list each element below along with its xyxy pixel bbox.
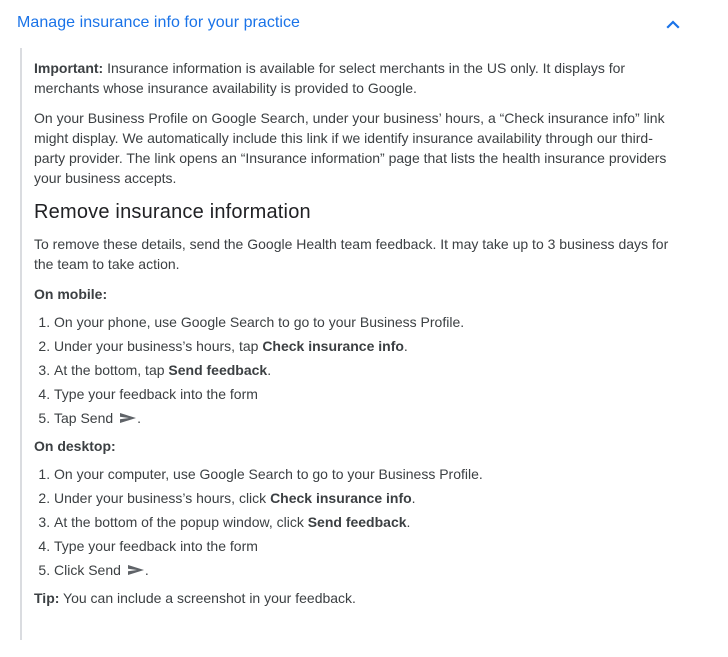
tip-label: Tip:	[34, 590, 60, 606]
important-notice	[34, 58, 680, 98]
chevron-up-icon[interactable]	[664, 15, 682, 33]
accordion-title[interactable]: Manage insurance info for your practice	[17, 14, 300, 31]
mobile-steps-list	[34, 312, 680, 428]
list-item	[54, 408, 680, 428]
accordion-header[interactable]	[0, 0, 728, 48]
desktop-label: On desktop:	[34, 438, 116, 454]
list-item	[54, 336, 680, 356]
mobile-step-3-end: .	[267, 362, 272, 378]
insurance-description: On your Business Profile on Google Search, under your business’ hours, a “Check insurance info” link might display. We automatically include this link if we identify insurance availability through our third-party provider. The link opens an “Insurance information” page that lists the health insurance providers your business accepts.	[34, 110, 667, 186]
desktop-step-4: Type your feedback into the form	[54, 538, 258, 554]
desktop-step-3-text: At the bottom of the popup window, click	[54, 514, 308, 530]
list-item	[54, 384, 680, 404]
list-item	[54, 464, 680, 484]
desktop-step-3-end: .	[406, 514, 411, 530]
mobile-step-1: On your phone, use Google Search to go to your Business Profile.	[54, 314, 465, 330]
tip-text: You can include a screenshot in your feedback.	[59, 590, 356, 606]
check-insurance-info-label: Check insurance info	[270, 490, 412, 506]
tip-paragraph	[34, 588, 680, 608]
send-feedback-label: Send feedback	[307, 514, 407, 530]
desktop-step-2-end: .	[411, 490, 416, 506]
send-icon	[119, 412, 137, 424]
remove-insurance-heading: Remove insurance information	[34, 201, 311, 223]
list-item	[54, 560, 680, 580]
list-item	[54, 488, 680, 508]
list-item	[54, 312, 680, 332]
list-item	[54, 512, 680, 532]
desktop-step-2-text: Under your business’s hours, click	[54, 490, 271, 506]
mobile-step-5-end: .	[137, 410, 141, 426]
remove-intro: To remove these details, send the Google Health team feedback. It may take up to 3 business days for the team to take action.	[34, 236, 669, 272]
send-feedback-label: Send feedback	[168, 362, 268, 378]
important-label: Important:	[34, 60, 104, 76]
send-icon	[127, 564, 145, 576]
list-item	[54, 360, 680, 380]
desktop-step-5-text: Click Send	[54, 562, 125, 578]
desktop-steps-list	[34, 464, 680, 580]
mobile-step-2-text: Under your business’s hours, tap	[54, 338, 263, 354]
mobile-step-4: Type your feedback into the form	[54, 386, 258, 402]
check-insurance-info-label: Check insurance info	[262, 338, 404, 354]
mobile-step-5-text: Tap Send	[54, 410, 118, 426]
mobile-step-3-text: At the bottom, tap	[54, 362, 169, 378]
list-item	[54, 536, 680, 556]
accordion-content	[20, 48, 680, 640]
mobile-label: On mobile:	[34, 286, 108, 302]
desktop-step-5-end: .	[144, 562, 149, 578]
mobile-step-2-end: .	[403, 338, 408, 354]
important-text: Insurance information is available for select merchants in the US only. It displays for merchants whose insurance availability is provided to Google.	[34, 60, 626, 96]
desktop-step-1: On your computer, use Google Search to go to your Business Profile.	[54, 466, 483, 482]
